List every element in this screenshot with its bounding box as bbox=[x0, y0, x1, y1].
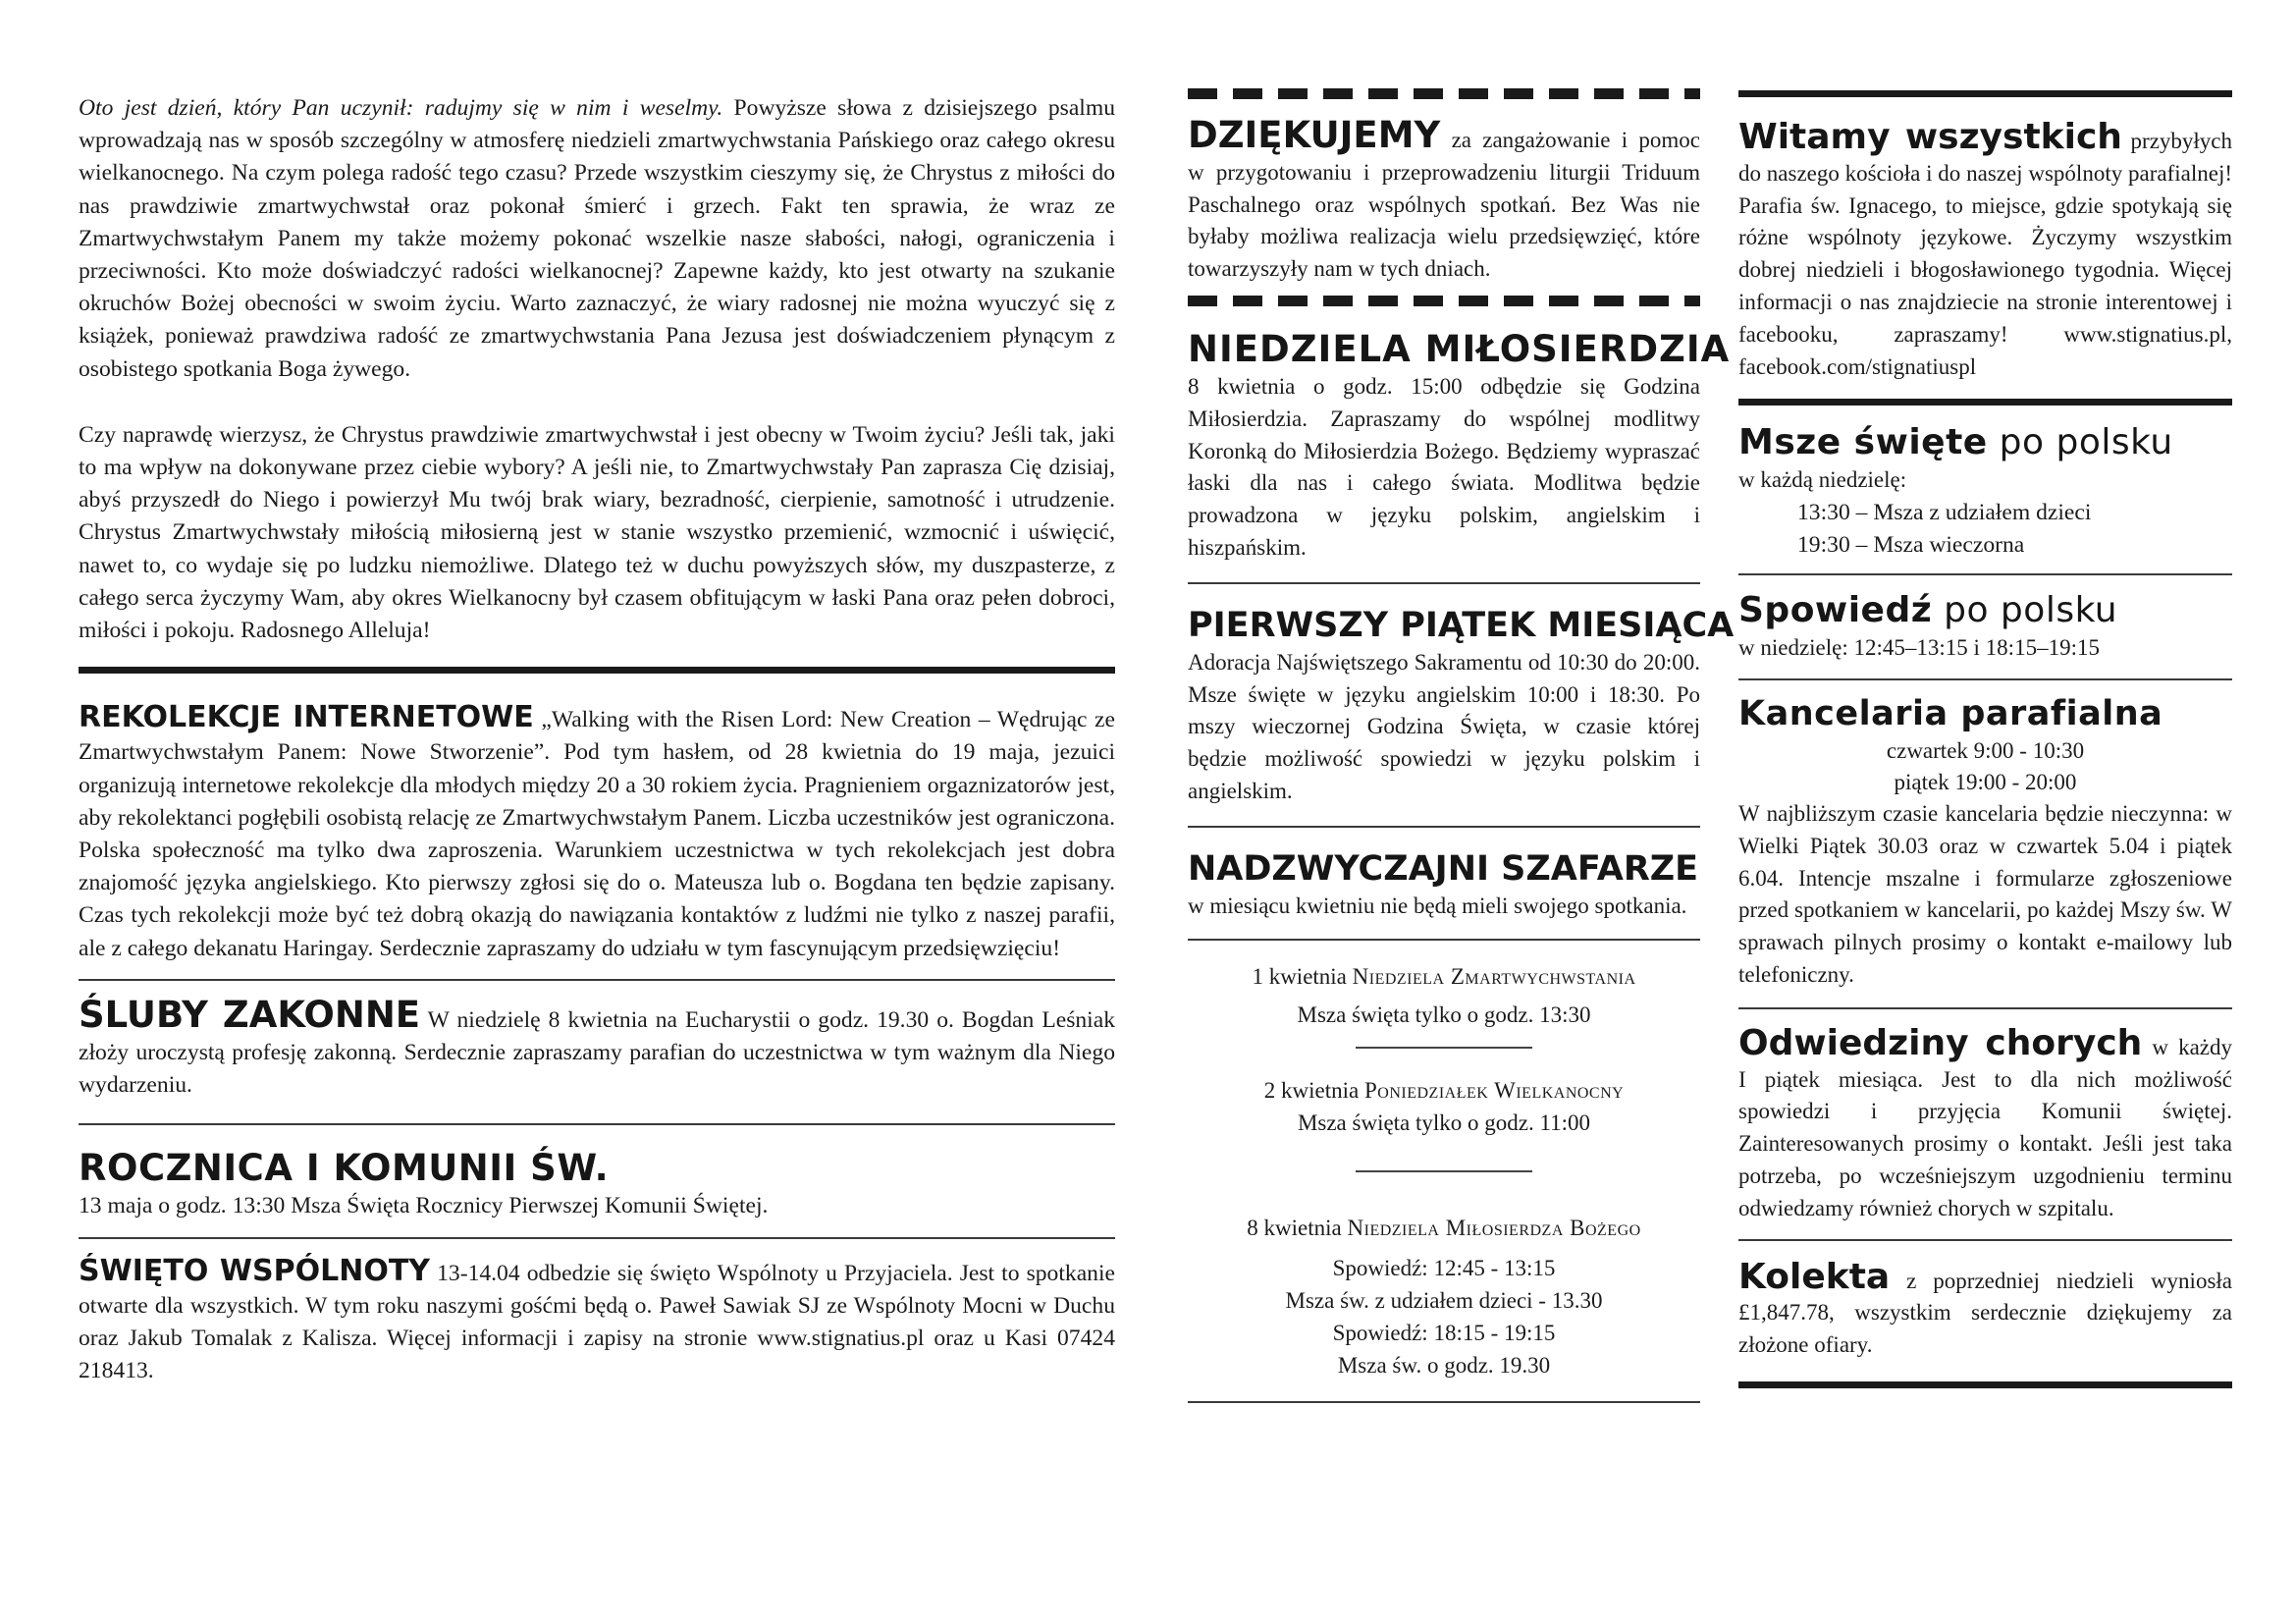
section-divider bbox=[79, 667, 1115, 674]
odwiedziny-section bbox=[1738, 1022, 2233, 1225]
dziekujemy-section bbox=[1188, 114, 1700, 286]
section-divider bbox=[1738, 90, 2232, 97]
faith-paragraph: Czy naprawdę wierzysz, że Chrystus prawdziwie zmartwychwstał i jest obecny w Twoim życiu? Jeśli tak, jaki to ma wpływ na dokonywane przez ciebie wybory? A jeśli nie, to Zmartwychwstały Pan zaprasza Cię dzisiaj, abyś przyszedł do Niego i powierzył Mu twój brak wiary, bezradność, cierpienie, samotność i utrudzenie. Chrystus Zmartwychwstały miłością miłosierną jest w stanie wszystko przemienić, wzmocnić i uświęcić, nawet to, co wydaje się po ludzku niemożliwe. Dlatego też w duchu powyższych słów, my duszpasterze, z całego serca życzymy Wam, aby okres Wielkanocny był czasem obfitującym w łaski Pana oraz pełen dobroci, miłości i pokoju. Radosnego Alleluja! bbox=[79, 421, 1115, 644]
section-divider bbox=[1188, 826, 1700, 828]
rekolekcje-section bbox=[79, 701, 1115, 965]
right-column bbox=[1738, 90, 2232, 1388]
left-column bbox=[79, 86, 1115, 1388]
section-divider bbox=[1738, 1239, 2232, 1241]
dziekujemy-title: DZIĘKUJEMY bbox=[1188, 114, 1441, 156]
schedule-day: 8 kwietnia Niedziela Miłosierdza Bożego Spowiedź: 12:45 - 13:15 Msza św. z udziałem dzieci - 13.30 Spowiedź: 18:15 - 19:15 Msza św. o godz. 19.30 bbox=[1188, 1212, 1700, 1381]
kolekta-title: Kolekta bbox=[1738, 1256, 1891, 1297]
dashed-divider bbox=[1188, 88, 1700, 99]
odwiedziny-body: w każdy I piątek miesiąca. Jest to dla nich możliwość spowiedzi i przyjęcia Komunii świętej. Zainteresowanych prosimy o kontakt. Jeśli jest taka potrzeba, po wcześniejszym uzgodnieniu terminu odwiedzamy również chorych w szpitalu. bbox=[1738, 1034, 2233, 1220]
szafarze-body: w miesiącu kwietniu nie będą mieli swojego spotkania. bbox=[1188, 893, 1687, 918]
swieto-title: ŚWIĘTO WSPÓLNOTY bbox=[79, 1253, 431, 1288]
section-divider bbox=[79, 1237, 1115, 1239]
msze-intro: w każdą niedzielę: bbox=[1738, 467, 1907, 493]
schedule-line: Msza św. z udziałem dzieci - 13.30 bbox=[1285, 1287, 1603, 1313]
schedule-divider bbox=[1356, 1047, 1532, 1049]
intro-quote: Oto jest dzień, który Pan uczynił: radujmy się w nim i weselmy. bbox=[79, 95, 723, 121]
schedule-line: Msza św. o godz. 19.30 bbox=[1337, 1352, 1551, 1378]
swieto-body: 13-14.04 odbedzie się święto Wspólnoty u Przyjaciela. Jest to spotkanie otwarte dla wszystkich. W tym roku naszymi gośćmi będą o. Paweł Sawiak SJ ze Wspólnoty Mocni w Duchu oraz Jakub Tomalak z Kalisza. Więcej informacji i zapisy na stronie www.stignatius.pl oraz u Kasi 07424 218413. bbox=[79, 1260, 1115, 1384]
rekolekcje-title: REKOLEKCJE INTERNETOWE bbox=[79, 700, 534, 735]
schedule-day-name: Poniedziałek Wielkanocny bbox=[1363, 1077, 1625, 1103]
szafarze-title: NADZWYCZAJNI SZAFARZE bbox=[1188, 848, 1699, 889]
kolekta-section bbox=[1738, 1256, 2232, 1362]
section-divider bbox=[1738, 399, 2232, 406]
niedziela-title: NIEDZIELA MIŁOSIERDZIA bbox=[1188, 327, 1731, 370]
kancelaria-body: W najbliższym czasie kancelaria będzie nieczynna: w Wielki Piątek 30.03 oraz w czwartek 5.04 i piątek 6.04. Intencje mszalne i formularze zgłoszeniowe przed spotkaniem w kancelarii, po każdej Mszy św. W sprawach pilnych prosimy o kontakt e-mailowy lub telefoniczny. bbox=[1738, 800, 2232, 987]
rocznica-body: 13 maja o godz. 13:30 Msza Święta Rocznicy Pierwszej Komunii Świętej. bbox=[79, 1193, 769, 1219]
msze-list bbox=[1738, 497, 2232, 562]
intro-text: Powyższe słowa z dzisiejszego psalmu wprowadzają nas w sposób szczególny w atmosferę niedzieli zmartwychwstania Pańskiego oraz całego okresu wielkanocnego. Na czym polega radość tego czasu? Przede wszystkim cieszymy się, że Chrystus z miłości do nas prawdziwie zmartwychwstał oraz pokonał śmierć i grzech. Fakt ten sprawia, że wraz ze Zmartwychwstałym Panem my także możemy pokonać wszelkie nasze słabości, nałogi, ograniczenia i przeciwności. Kto może doświadczyć radości wielkanocnej? Zapewne każdy, kto jest otwarty na szukanie okruchów Bożej obecności w swoim życiu. Warto zaznaczyć, że wiary radosnej nie można wyuczyć się z książek, ponieważ prawdziwa radość ze zmartwychwstania Pana Jezusa jest doświadczeniem płynącym z osobistego spotkania Boga żywego. bbox=[79, 95, 1115, 382]
dashed-divider bbox=[1188, 296, 1700, 306]
schedule-day: 1 kwietnia Niedziela Zmartwychwstania Msza święta tylko o godz. 13:30 bbox=[1188, 960, 1700, 1031]
middle-column bbox=[1188, 88, 1735, 1403]
kancelaria-title: Kancelaria parafialna bbox=[1738, 693, 2163, 733]
section-divider bbox=[1188, 582, 1700, 584]
kancelaria-hour: czwartek 9:00 - 10:30 bbox=[1886, 737, 2085, 763]
kancelaria-hours bbox=[1738, 735, 2232, 798]
piatek-title: PIERWSZY PIĄTEK MIESIĄCA bbox=[1188, 605, 1735, 645]
schedule-line: Spowiedź: 18:15 - 19:15 bbox=[1332, 1320, 1556, 1345]
witamy-title: Witamy wszystkich bbox=[1738, 117, 2122, 157]
schedule-line: Msza święta tylko o godz. 13:30 bbox=[1297, 1001, 1591, 1027]
sluby-section bbox=[79, 993, 1116, 1103]
section-divider bbox=[79, 979, 1115, 981]
msze-title: Msze święte po polsku bbox=[1738, 422, 2173, 463]
odwiedziny-title: Odwiedziny chorych bbox=[1738, 1022, 2143, 1063]
spowiedz-title: Spowiedź po polsku bbox=[1738, 590, 2118, 631]
dziekujemy-body: za zangażowanie i pomoc w przygotowaniu i przeprowadzeniu liturgii Triduum Paschalnego oraz wspólnych spotkań. Bez Was nie byłaby możliwa realizacja wielu przedsięwzięć, które towarzyszyły nam w tych dniach. bbox=[1188, 128, 1700, 282]
schedule-day: 2 kwietnia Poniedziałek Wielkanocny Msza święta tylko o godz. 11:00 bbox=[1188, 1074, 1700, 1139]
section-divider bbox=[1738, 573, 2232, 575]
witamy-section bbox=[1738, 117, 2232, 383]
section-divider bbox=[79, 1123, 1115, 1125]
piatek-body: Adoracja Najświętszego Sakramentu od 10:30 do 20:00. Msze święte w języku angielskim 10:00 i 18:30. Po mszy wieczornej Godzina Święta, w czasie której będzie możliwość spowiedzi w języku polskim i angielskim. bbox=[1188, 649, 1700, 803]
schedule-divider bbox=[1356, 1170, 1532, 1172]
sluby-title: ŚLUBY ZAKONNE bbox=[79, 993, 421, 1036]
kolekta-body: z poprzedniej niedzieli wyniosła £1,847.78, wszystkim serdecznie dziękujemy za złożone ofiary. bbox=[1738, 1268, 2232, 1358]
schedule-block bbox=[1188, 960, 1700, 1381]
schedule-line: Spowiedź: 12:45 - 13:15 bbox=[1332, 1255, 1556, 1280]
schedule-day-name: Niedziela Miłosierdza Bożego bbox=[1347, 1215, 1641, 1240]
schedule-line: Msza święta tylko o godz. 11:00 bbox=[1297, 1110, 1591, 1135]
section-divider bbox=[1738, 678, 2232, 680]
msze-item: 19:30 – Msza wieczorna bbox=[1797, 532, 2025, 559]
swieto-section bbox=[79, 1255, 1115, 1388]
section-divider bbox=[1188, 939, 1700, 941]
witamy-body: przybyłych do naszego kościoła i do naszej wspólnoty parafialnej! Parafia św. Ignacego, to miejsce, gdzie spotykają się różne wspólnoty językowe. Życzymy wszystkim dobrej niedzieli i błogosławionego tygodnia. Więcej informacji o nas znajdziecie na stronie interentowej i facebooku, zapraszamy! www.stignatius.pl, facebook.com/stignatiuspl bbox=[1738, 129, 2232, 379]
kancelaria-hour: piątek 19:00 - 20:00 bbox=[1894, 769, 2077, 794]
schedule-day-name: Niedziela Zmartwychwstania bbox=[1352, 963, 1636, 989]
rocznica-title: ROCZNICA I KOMUNII ŚW. bbox=[79, 1147, 610, 1190]
easter-intro-paragraph bbox=[79, 92, 1115, 386]
section-divider bbox=[1738, 1007, 2232, 1009]
niedziela-body: 8 kwietnia o godz. 15:00 odbędzie się Godzina Miłosierdzia. Zapraszamy do wspólnej modlitwy Koronką do Miłosierdzia Bożego. Będziemy wypraszać łaski dla nas i całego świata. Modlitwa będzie prowadzona w języku polskim, angielskim i hiszpańskim. bbox=[1188, 373, 1700, 560]
section-divider bbox=[1738, 1381, 2232, 1388]
rekolekcje-body: „Walking with the Risen Lord: New Creation – Wędrując ze Zmartwychwstałym Panem: Nowe Stworzenie”. Pod tym hasłem, od 28 kwietnia do 19 maja, jezuici organizują internetowe rekolekcje dla młodych między 20 a 30 rokiem życia. Pragnieniem orgaznizatorów jest, aby rekolektanci pogłębili osobistą relację ze Zmartwychwstałym Panem. Liczba uczestników jest ograniczona. Polska społeczność ma tylko dwa zaproszenia. Warunkiem uczestnictwa w tych rekolekcjach jest dobra znajomość języka angielskiego. Kto pierwszy zgłosi się do o. Mateusza lub o. Bogdana ten będzie zapisany. Czas tych rekolekcji może być też dobrą okazją do nawiązania kontaktów z ludźmi nie tylko z naszej parafii, ale z całego dekanatu Haringay. Serdecznie zapraszamy do udziału w tym fascynującym przedsięwzięciu! bbox=[79, 707, 1115, 961]
section-divider bbox=[1188, 1401, 1700, 1403]
msze-item: 13:30 – Msza z udziałem dzieci bbox=[1797, 500, 2092, 526]
spowiedz-body: w niedzielę: 12:45–13:15 i 18:15–19:15 bbox=[1738, 635, 2100, 661]
sluby-body: W niedzielę 8 kwietnia na Eucharystii o godz. 19.30 o. Bogdan Leśniak złoży uroczystą profesję zakonną. Serdecznie zapraszamy parafian do uczestnictwa w tym ważnym dla Niego wydarzeniu. bbox=[79, 1006, 1116, 1099]
